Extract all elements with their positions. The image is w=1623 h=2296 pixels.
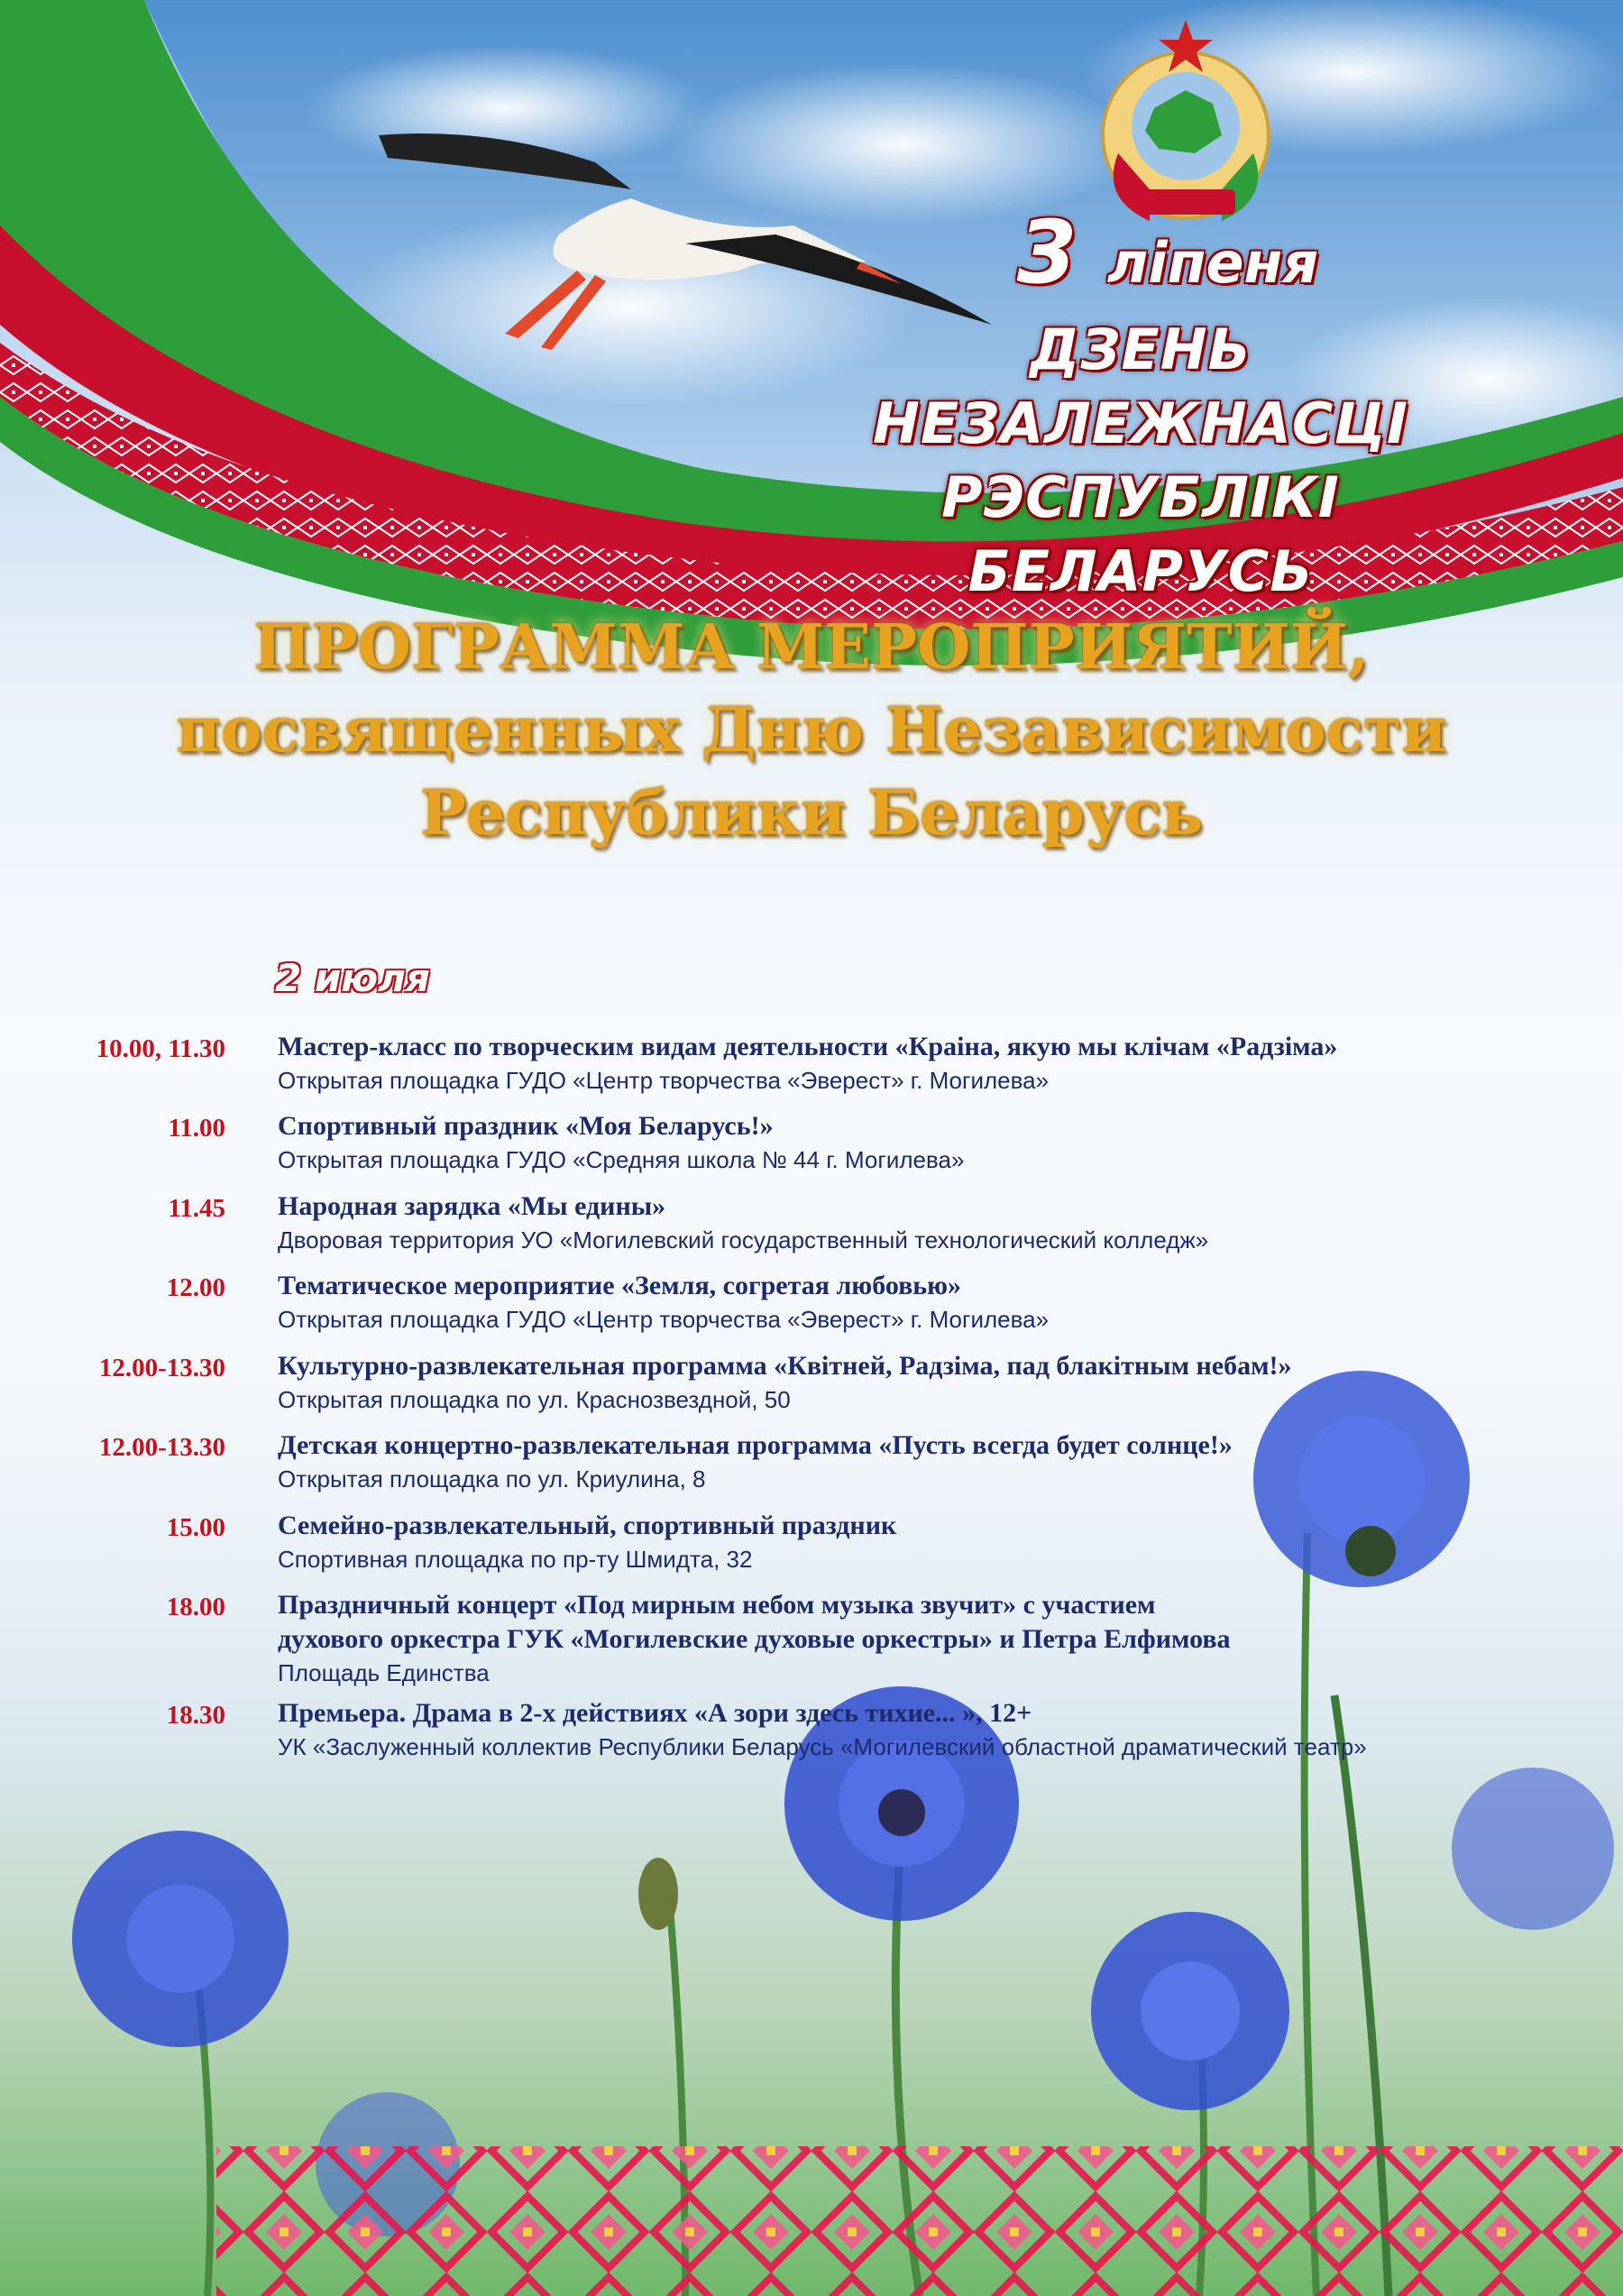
event-item: [0, 1509, 1623, 1588]
event-title: Тематическое мероприятие «Земля, согретая любовью»: [278, 1271, 962, 1300]
header-date-day: 3: [1016, 202, 1077, 303]
program-title-line-2: посвященных Дню Независимости: [176, 694, 1447, 767]
event-time: 11.45: [168, 1194, 225, 1223]
event-title: Спортивный праздник «Моя Беларусь!»: [278, 1111, 774, 1141]
event-item: [0, 1428, 1623, 1509]
event-title: Праздничный концерт «Под мирным небом музыка звучит» с участием: [278, 1590, 1156, 1620]
event-title: Премьера. Драма в 2-х действиях «А зори здесь тихие... », 12+: [278, 1698, 1032, 1728]
event-item: [0, 1349, 1623, 1428]
independence-day-header: [798, 203, 1483, 609]
header-line-1: ДЗЕНЬ НЕЗАЛЕЖНАСЦІ: [873, 317, 1408, 456]
program-title-line-1: ПРОГРАММА МЕРОПРИЯТИЙ,: [253, 611, 1370, 684]
event-time: 18.00: [166, 1593, 225, 1621]
event-title: Народная зарядка «Мы едины»: [278, 1191, 666, 1221]
event-time: 10.00, 11.30: [96, 1034, 225, 1063]
event-title-continued: духового оркестра ГУК «Могилевские духовые оркестры» и Петра Елфимова: [278, 1624, 1231, 1654]
event-time: 12.00-13.30: [98, 1433, 225, 1462]
event-place: Дворовая территория УО «Могилевский государственный технологический колледж»: [278, 1226, 1209, 1254]
event-time: 11.00: [168, 1114, 225, 1143]
event-place: УК «Заслуженный коллектив Республики Беларусь «Могилевский областной драматический театр»: [278, 1733, 1367, 1760]
event-item: [0, 1696, 1623, 1776]
event-place: Открытая площадка ГУДО «Центр творчества «Эверест» г. Могилева»: [278, 1306, 1050, 1333]
event-place: Открытая площадка ГУДО «Средняя школа № 44 г. Могилева»: [278, 1146, 965, 1173]
event-item: [0, 1588, 1623, 1696]
event-place: Открытая площадка по ул. Криулина, 8: [278, 1465, 706, 1492]
event-place: Открытая площадка ГУДО «Центр творчества «Эверест» г. Могилева»: [278, 1067, 1050, 1094]
day-label: 2 июля: [275, 956, 430, 1000]
event-item: [0, 1109, 1623, 1189]
event-place: Спортивная площадка по пр-ту Шмидта, 32: [278, 1546, 753, 1573]
header-date: [852, 203, 1483, 313]
event-place: Площадь Единства: [278, 1659, 490, 1686]
event-title: Мастер-класс по творческим видам деятельности «Краіна, якую мы клічам «Радзіма»: [278, 1032, 1338, 1061]
event-time: 12.00: [166, 1273, 225, 1302]
program-title: [0, 606, 1623, 855]
event-time: 12.00-13.30: [98, 1354, 225, 1382]
event-item: [0, 1030, 1623, 1109]
event-title: Детская концертно-развлекательная программа «Пусть всегда будет солнце!»: [278, 1430, 1233, 1460]
event-place: Открытая площадка по ул. Краснозвездной, 50: [278, 1386, 791, 1413]
event-time: 18.30: [166, 1701, 225, 1730]
event-list: [0, 1030, 1623, 1776]
event-title: Семейно-развлекательный, спортивный праздник: [278, 1511, 897, 1540]
event-time: 15.00: [166, 1513, 225, 1542]
header-date-month: ліпеня: [1107, 230, 1319, 296]
event-title: Культурно-развлекательная программа «Квітней, Радзіма, пад блакітным небам!»: [278, 1351, 1292, 1381]
event-item: [0, 1189, 1623, 1269]
event-item: [0, 1269, 1623, 1349]
program-title-line-3: Республики Беларусь: [419, 777, 1204, 850]
header-line-2: РЭСПУБЛІКІ БЕЛАРУСЬ: [941, 464, 1340, 604]
